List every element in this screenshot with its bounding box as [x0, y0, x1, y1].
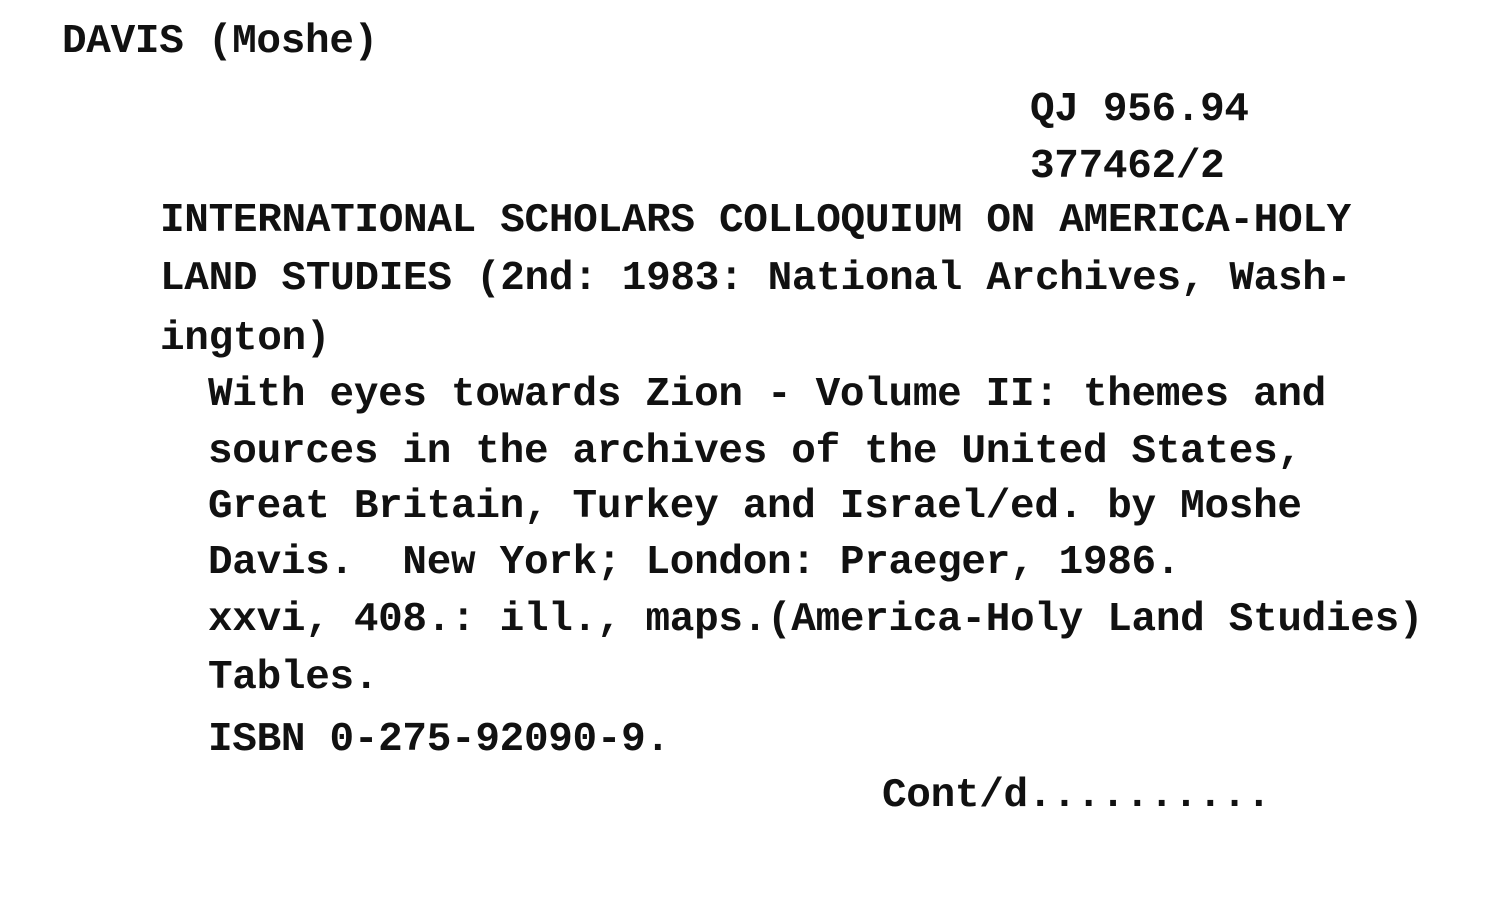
title-line-3: Great Britain, Turkey and Israel/ed. by Moshe [208, 484, 1302, 530]
main-entry-line-1: INTERNATIONAL SCHOLARS COLLOQUIUM ON AMERICA-HOLY [160, 198, 1351, 244]
main-entry-line-2: LAND STUDIES (2nd: 1983: National Archives, Wash- [160, 256, 1351, 302]
continuation-note: Cont/d.......... [882, 773, 1271, 819]
author-heading: DAVIS (Moshe) [62, 19, 378, 65]
isbn-line: ISBN 0-275-92090-9. [208, 717, 670, 763]
call-number-line-1: QJ 956.94 [1030, 87, 1249, 133]
main-entry-line-3: ington) [160, 316, 331, 362]
call-number-line-2: 377462/2 [1030, 144, 1225, 190]
title-line-1: With eyes towards Zion - Volume II: themes and [208, 372, 1326, 418]
title-line-4: Davis. New York; London: Praeger, 1986. [208, 540, 1181, 586]
title-line-2: sources in the archives of the United States, [208, 429, 1302, 475]
notes-line: Tables. [208, 655, 379, 701]
collation-line: xxvi, 408.: ill., maps.(America-Holy Land Studies) [208, 597, 1424, 643]
